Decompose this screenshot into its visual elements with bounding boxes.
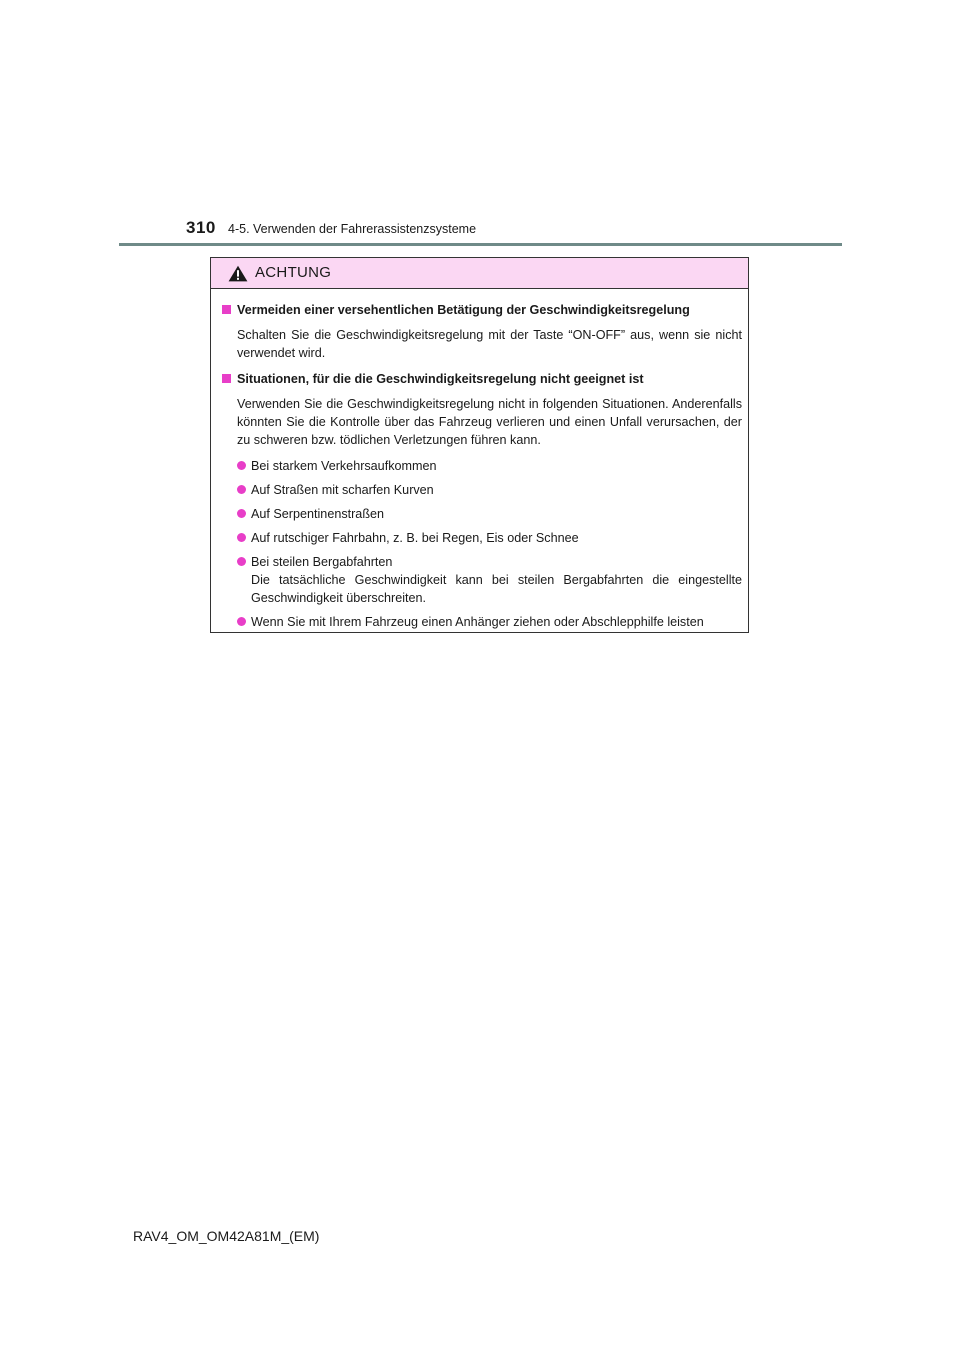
warning-triangle-icon — [228, 265, 248, 282]
list-item — [220, 553, 742, 607]
warning-header — [211, 258, 748, 289]
warning-box — [210, 257, 749, 633]
list-item-text: Wenn Sie mit Ihrem Fahrzeug einen Anhänger ziehen oder Abschlepphilfe leisten — [251, 615, 704, 629]
page-number: 310 — [186, 218, 216, 237]
square-bullet-icon — [222, 374, 231, 383]
document-id: RAV4_OM_OM42A81M_(EM) — [133, 1228, 320, 1244]
list-item-text: Auf rutschiger Fahrbahn, z. B. bei Regen, Eis oder Schnee — [251, 531, 579, 545]
topic-heading-text: Situationen, für die die Geschwindigkeitsregelung nicht geeignet ist — [237, 372, 644, 386]
topic-paragraph: Verwenden Sie die Geschwindigkeitsregelung nicht in folgenden Situationen. Anderenfalls könnten Sie die Kontrolle über das Fahrzeug verlieren und einen Unfall verursachen, der zu schweren bzw. tödlichen Verletzungen führen kann. — [237, 397, 742, 447]
list-item-note: Die tatsächliche Geschwindigkeit kann bei steilen Bergabfahrten die eingestellte Geschwindigkeit überschreiten. — [251, 573, 742, 605]
list-item — [220, 529, 742, 547]
section-title: 4-5. Verwenden der Fahrerassistenzsysteme — [228, 222, 477, 236]
round-bullet-icon — [237, 557, 246, 566]
square-bullet-icon — [222, 305, 231, 314]
header-divider — [119, 243, 842, 246]
warning-body — [211, 289, 748, 631]
round-bullet-icon — [237, 461, 246, 470]
topic-heading-text: Vermeiden einer versehentlichen Betätigung der Geschwindigkeitsregelung — [237, 303, 690, 317]
round-bullet-icon — [237, 617, 246, 626]
topic-paragraph: Schalten Sie die Geschwindigkeitsregelung mit der Taste “ON-OFF” aus, wenn sie nicht verwendet wird. — [237, 328, 742, 360]
topic-heading-unsuitable-situations — [220, 370, 742, 388]
round-bullet-icon — [237, 509, 246, 518]
warning-title: ACHTUNG — [255, 264, 332, 281]
list-item — [220, 505, 742, 523]
list-item — [220, 613, 742, 631]
list-item — [220, 457, 742, 475]
round-bullet-icon — [237, 533, 246, 542]
topic-heading-accidental-activation — [220, 301, 742, 319]
list-item — [220, 481, 742, 499]
list-item-text: Bei starkem Verkehrsaufkommen — [251, 459, 437, 473]
list-item-text: Auf Serpentinenstraßen — [251, 507, 385, 521]
list-item-text: Auf Straßen mit scharfen Kurven — [251, 483, 434, 497]
round-bullet-icon — [237, 485, 246, 494]
list-item-text: Bei steilen Bergabfahrten — [251, 555, 393, 569]
